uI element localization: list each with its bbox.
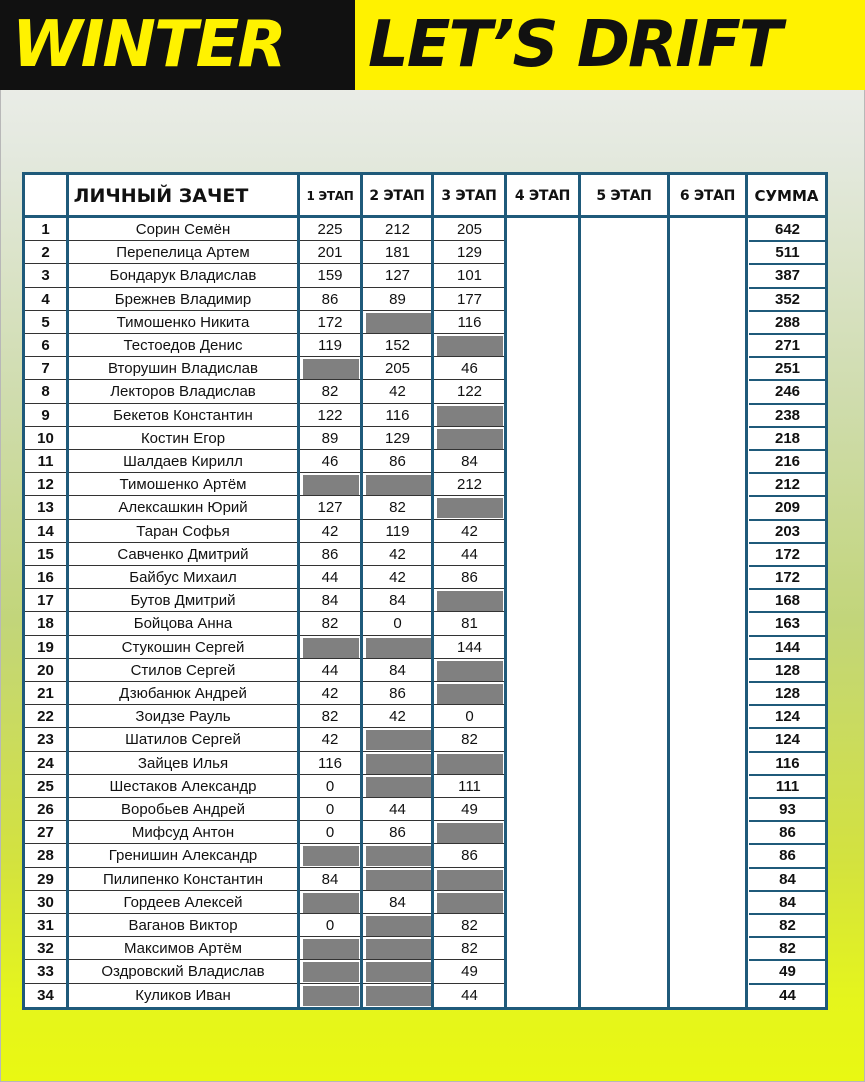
stage-2-score-empty [366, 916, 431, 936]
place-number: 5 [41, 314, 50, 331]
total-score: 86 [779, 824, 796, 841]
driver-name: Оздровский Владислав [101, 963, 265, 980]
stage-2-score-empty [366, 939, 431, 959]
table-row [25, 705, 825, 728]
table-row [25, 868, 825, 891]
stage-2-score: 44 [389, 801, 406, 818]
place-number: 18 [37, 615, 54, 632]
table-row [25, 914, 825, 937]
place-number: 14 [37, 523, 54, 540]
stage-2-score: 0 [393, 615, 402, 632]
place-number: 9 [41, 407, 50, 424]
table-row [25, 752, 825, 775]
place-number: 21 [37, 685, 54, 702]
table-row [25, 612, 825, 635]
stage-3-score: 205 [456, 221, 483, 238]
banner-winter-text: WINTER [12, 8, 285, 82]
total-score: 246 [774, 383, 801, 400]
stage-1-score-empty [303, 475, 359, 495]
total-score: 124 [774, 708, 801, 725]
stage-3-score: 82 [461, 940, 478, 957]
stage-3-score: 42 [461, 523, 478, 540]
stage-2-score-empty [366, 730, 431, 750]
place-number: 7 [41, 360, 50, 377]
stage-1-score: 225 [317, 221, 343, 238]
stage-1-score: 82 [321, 615, 339, 632]
driver-name: Алексашкин Юрий [118, 499, 248, 516]
stage-3-score: 86 [461, 569, 478, 586]
total-score: 168 [774, 592, 801, 609]
table-row [25, 636, 825, 659]
table-row [25, 960, 825, 983]
stage-2-score: 84 [389, 662, 406, 679]
total-score: 111 [775, 778, 800, 795]
place-number: 17 [37, 592, 54, 609]
place-number: 28 [37, 847, 54, 864]
driver-name: Брежнев Владимир [114, 291, 252, 308]
stage-1-score: 86 [321, 291, 339, 308]
stage-3-score: 46 [461, 360, 478, 377]
total-score: 86 [779, 847, 796, 864]
stage-2-score: 82 [389, 499, 406, 516]
total-score: 511 [775, 244, 800, 261]
stage-2-score-empty [366, 638, 431, 658]
stage-1-score: 201 [317, 244, 343, 261]
total-score: 172 [774, 569, 801, 586]
stage-3-score: 177 [456, 291, 483, 308]
table-row [25, 798, 825, 821]
driver-name: Перепелица Артем [116, 244, 250, 261]
stage-1-score: 82 [321, 708, 339, 725]
total-score: 49 [779, 963, 796, 980]
place-number: 23 [37, 731, 54, 748]
stage-1-score: 86 [321, 546, 339, 563]
stage-1-score-empty [303, 893, 359, 913]
driver-name: Пилипенко Константин [102, 871, 263, 888]
driver-name: Воробьев Андрей [120, 801, 246, 818]
driver-name: Бойцова Анна [133, 615, 233, 632]
driver-name: Максимов Артём [124, 940, 242, 957]
stage-1-score-empty [303, 846, 359, 866]
stage-1-score-empty [303, 962, 359, 982]
total-score: 84 [779, 894, 796, 911]
table-row [25, 984, 825, 1007]
stage-2-score: 84 [389, 592, 406, 609]
stage-2-score: 152 [384, 337, 411, 354]
driver-name: Ваганов Виктор [128, 917, 238, 934]
stage-3-score: 122 [456, 383, 483, 400]
stage-3-score: 49 [461, 801, 478, 818]
table-row [25, 473, 825, 496]
place-number: 12 [37, 476, 54, 493]
driver-name: Бутов Дмитрий [130, 592, 236, 609]
stage-3-score: 82 [461, 917, 478, 934]
place-number: 11 [37, 453, 54, 470]
header-stage-6: 6 ЭТАП [679, 188, 736, 204]
header-stage-1: 1 ЭТАП [306, 189, 354, 203]
place-number: 15 [37, 546, 54, 563]
place-number: 33 [37, 963, 54, 980]
total-score: 352 [774, 291, 801, 308]
stage-1-score: 89 [321, 430, 339, 447]
stage-3-score-empty [437, 498, 503, 518]
driver-name: Савченко Дмитрий [117, 546, 249, 563]
stage-3-score-empty [437, 754, 503, 774]
table-row [25, 288, 825, 311]
stage-2-score: 86 [389, 685, 406, 702]
table-row [25, 891, 825, 914]
table-row [25, 566, 825, 589]
stage-3-score: 44 [461, 987, 478, 1004]
stage-2-score-empty [366, 754, 431, 774]
driver-name: Шатилов Сергей [125, 731, 241, 748]
stage-1-score: 42 [321, 731, 339, 748]
stage-2-score: 181 [384, 244, 411, 261]
place-number: 16 [37, 569, 54, 586]
total-score: 212 [774, 476, 801, 493]
total-score: 163 [774, 615, 801, 632]
stage-3-score: 129 [456, 244, 483, 261]
total-score: 128 [774, 662, 801, 679]
total-score: 209 [774, 499, 801, 516]
table-row [25, 334, 825, 357]
driver-name: Бондарук Владислав [109, 267, 257, 284]
stage-3-score-empty [437, 661, 503, 681]
driver-name: Костин Егор [140, 430, 226, 447]
driver-name: Мифсуд Антон [131, 824, 235, 841]
stage-3-score-empty [437, 591, 503, 611]
stage-2-score: 119 [385, 523, 410, 540]
table-row [25, 844, 825, 867]
total-score: 387 [774, 267, 801, 284]
driver-name: Стилов Сергей [130, 662, 236, 679]
driver-name: Тестоедов Денис [123, 337, 243, 354]
stage-2-score-empty [366, 313, 431, 333]
stage-1-score: 159 [317, 267, 343, 284]
table-row [25, 682, 825, 705]
header-stage-3: 3 ЭТАП [441, 188, 497, 204]
stage-3-score-empty [437, 823, 503, 843]
stage-1-score: 116 [318, 755, 342, 772]
header-stage-2: 2 ЭТАП [369, 188, 425, 204]
stage-1-score: 82 [321, 383, 339, 400]
stage-1-score: 0 [325, 824, 335, 841]
stage-3-score: 44 [461, 546, 478, 563]
stage-1-score: 122 [317, 407, 343, 424]
place-number: 27 [37, 824, 54, 841]
stage-2-score: 205 [384, 360, 411, 377]
stage-2-score: 42 [389, 546, 406, 563]
place-number: 26 [37, 801, 54, 818]
table-row [25, 543, 825, 566]
stage-3-score: 82 [461, 731, 478, 748]
place-number: 8 [41, 383, 50, 400]
stage-3-score: 0 [465, 708, 474, 725]
stage-3-score: 212 [456, 476, 483, 493]
stage-1-score: 44 [321, 569, 339, 586]
driver-name: Лекторов Владислав [110, 383, 256, 400]
stage-3-score: 86 [461, 847, 478, 864]
place-number: 20 [37, 662, 54, 679]
total-score: 271 [774, 337, 801, 354]
stage-1-score: 84 [321, 871, 339, 888]
total-score: 216 [774, 453, 801, 470]
driver-name: Дзюбанюк Андрей [119, 685, 247, 702]
stage-2-score-empty [366, 475, 431, 495]
stage-1-score: 127 [317, 499, 343, 516]
stage-1-score-empty [303, 359, 359, 379]
place-number: 13 [37, 499, 54, 516]
stage-3-score: 84 [461, 453, 478, 470]
total-score: 44 [779, 987, 796, 1004]
header-stage-5: 5 ЭТАП [596, 188, 652, 204]
header-stage-4: 4 ЭТАП [514, 188, 571, 204]
place-number: 1 [41, 221, 50, 238]
place-number: 25 [37, 778, 54, 795]
stage-1-score: 46 [321, 453, 339, 470]
table-row [25, 775, 825, 798]
stage-2-score-empty [366, 962, 431, 982]
total-score: 93 [779, 801, 796, 818]
table-row [25, 218, 825, 241]
stage-1-score: 0 [325, 778, 335, 795]
stage-2-score: 42 [389, 708, 406, 725]
stage-1-score: 42 [321, 523, 339, 540]
stage-2-score: 86 [389, 453, 406, 470]
place-number: 31 [37, 917, 54, 934]
table-row [25, 241, 825, 264]
table-row [25, 520, 825, 543]
place-number: 19 [37, 639, 54, 656]
driver-name: Вторушин Владислав [108, 360, 258, 377]
stage-1-score: 84 [321, 592, 339, 609]
stage-2-score: 127 [384, 267, 411, 284]
place-number: 24 [37, 755, 54, 772]
driver-name: Бекетов Константин [113, 407, 253, 424]
stage-3-score: 111 [458, 778, 481, 795]
stage-2-score-empty [366, 986, 431, 1006]
driver-name: Шестаков Александр [109, 778, 257, 795]
driver-name: Зоидзе Рауль [135, 708, 231, 725]
stage-3-score-empty [437, 406, 503, 426]
stage-2-score: 84 [389, 894, 406, 911]
place-number: 30 [37, 894, 54, 911]
total-score: 84 [779, 871, 796, 888]
stage-1-score: 172 [317, 314, 343, 331]
driver-name: Шалдаев Кирилл [123, 453, 243, 470]
place-number: 22 [37, 708, 54, 725]
total-score: 128 [774, 685, 801, 702]
table-row [25, 589, 825, 612]
place-number: 3 [41, 267, 50, 284]
stage-3-score-empty [437, 684, 503, 704]
table-row [25, 450, 825, 473]
stage-3-score-empty [437, 429, 503, 449]
stage-2-score: 212 [384, 221, 411, 238]
stage-2-score: 86 [389, 824, 406, 841]
stage-2-score: 89 [389, 291, 406, 308]
table-row [25, 659, 825, 682]
header-sum: СУММА [754, 187, 819, 205]
total-score: 238 [774, 407, 801, 424]
stage-3-score: 144 [456, 639, 483, 656]
driver-name: Тимошенко Артём [119, 476, 247, 493]
table-row [25, 937, 825, 960]
stage-1-score: 0 [325, 801, 335, 818]
stage-1-score-empty [303, 939, 359, 959]
total-score: 124 [774, 731, 801, 748]
stage-2-score-empty [366, 870, 431, 890]
standings-table [22, 172, 828, 1010]
stage-2-score: 42 [389, 569, 406, 586]
stage-1-score: 119 [318, 337, 342, 354]
table-row [25, 427, 825, 450]
place-number: 32 [37, 940, 54, 957]
driver-name: Байбус Михаил [129, 569, 237, 586]
table-row [25, 311, 825, 334]
stage-3-score-empty [437, 870, 503, 890]
stage-1-score: 0 [325, 917, 335, 934]
table-row [25, 821, 825, 844]
total-score: 642 [774, 221, 801, 238]
place-number: 10 [37, 430, 54, 447]
table-title: ЛИЧНЫЙ ЗАЧЕТ [73, 185, 249, 207]
total-score: 172 [774, 546, 801, 563]
stage-2-score: 42 [389, 383, 406, 400]
stage-1-score-empty [303, 986, 359, 1006]
stage-1-score: 42 [321, 685, 339, 702]
total-score: 82 [779, 917, 796, 934]
driver-name: Гренишин Александр [108, 847, 258, 864]
driver-name: Тимошенко Никита [116, 314, 250, 331]
total-score: 144 [774, 639, 801, 656]
place-number: 2 [41, 244, 50, 261]
stage-1-score-empty [303, 638, 359, 658]
driver-name: Стукошин Сергей [121, 639, 245, 656]
place-number: 4 [41, 291, 50, 308]
table-row [25, 380, 825, 403]
table-row [25, 496, 825, 519]
table-row [25, 264, 825, 287]
table-row [25, 404, 825, 427]
stage-3-score: 81 [461, 615, 478, 632]
stage-2-score-empty [366, 846, 431, 866]
total-score: 251 [774, 360, 801, 377]
driver-name: Гордеев Алексей [123, 894, 243, 911]
place-number: 34 [37, 987, 54, 1004]
stage-3-score: 116 [457, 314, 482, 331]
place-number: 29 [37, 871, 54, 888]
stage-3-score: 49 [461, 963, 478, 980]
place-number: 6 [41, 337, 50, 354]
stage-3-score: 101 [456, 267, 483, 284]
stage-2-score-empty [366, 777, 431, 797]
total-score: 288 [774, 314, 801, 331]
stage-2-score: 129 [384, 430, 411, 447]
driver-name: Куликов Иван [135, 987, 231, 1004]
total-score: 82 [779, 940, 796, 957]
stage-2-score: 116 [385, 407, 410, 424]
stage-1-score: 44 [321, 662, 339, 679]
table-row [25, 728, 825, 751]
total-score: 218 [774, 430, 801, 447]
table-row [25, 357, 825, 380]
total-score: 203 [774, 523, 801, 540]
total-score: 116 [775, 755, 800, 772]
driver-name: Таран Софья [136, 523, 230, 540]
stage-3-score-empty [437, 336, 503, 356]
driver-name: Сорин Семён [135, 221, 231, 238]
stage-3-score-empty [437, 893, 503, 913]
banner-lets-drift-text: LET’S DRIFT [368, 8, 781, 82]
driver-name: Зайцев Илья [137, 755, 229, 772]
